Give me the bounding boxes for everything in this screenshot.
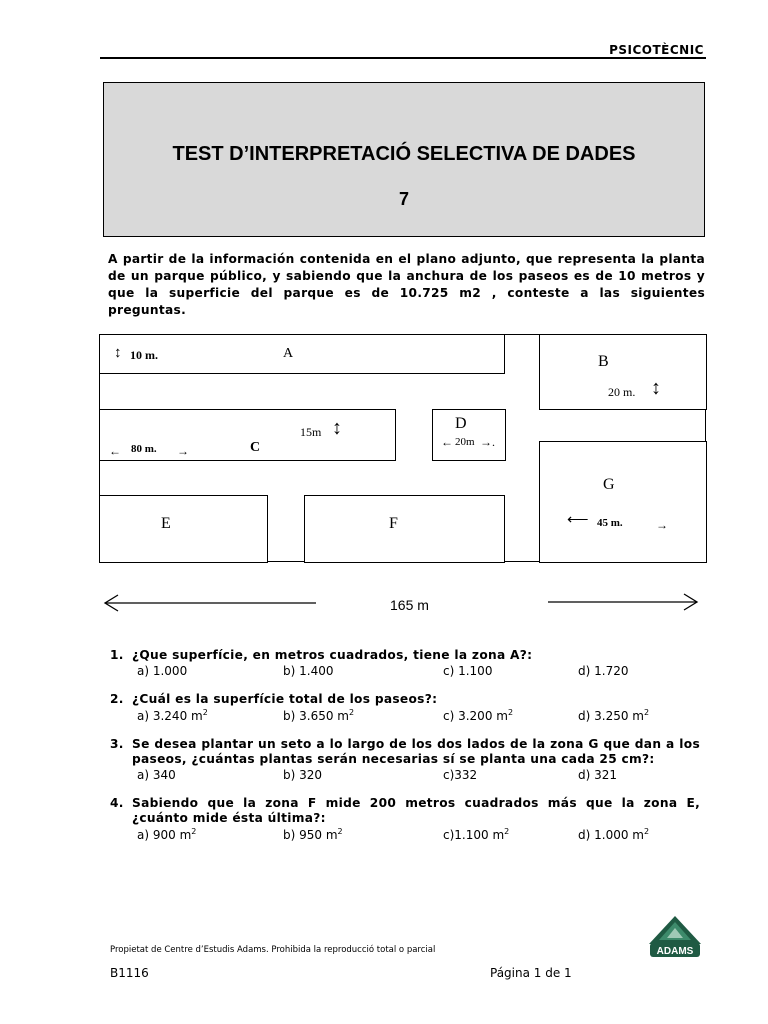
- superscript: 2: [504, 827, 510, 836]
- superscript: 2: [337, 827, 343, 836]
- zone-c-height-measure: 15m: [300, 425, 322, 439]
- zone-b: [539, 334, 707, 410]
- right-arrow-icon: →: [656, 518, 668, 532]
- total-width-label: 165 m: [390, 597, 429, 613]
- zone-g-letter: G: [603, 476, 615, 493]
- zone-g-measure: 45 m.: [597, 517, 623, 529]
- option-a: a) 340: [137, 768, 176, 782]
- zone-d: [432, 409, 506, 461]
- test-number: 7: [398, 189, 409, 209]
- zone-a-measure: 10 m.: [130, 348, 158, 362]
- vertical-arrow-icon: ↕: [332, 417, 342, 439]
- question-1: [110, 648, 700, 680]
- zone-f-letter: F: [389, 515, 398, 532]
- zone-g: [539, 441, 707, 563]
- question-text: Se desea plantar un seto a lo largo de los dos lados de la zona G que dan a los paseos, ¿cuántas plantas serán necesarias sí se planta una cada 25 cm?:: [132, 737, 700, 766]
- superscript: 2: [643, 827, 650, 836]
- zone-b-letter: B: [598, 353, 609, 370]
- zone-e-letter: E: [161, 515, 171, 532]
- title-box: [103, 82, 705, 237]
- park-map: [99, 334, 706, 562]
- zone-e: [99, 495, 268, 563]
- question-number: 4.: [110, 796, 124, 810]
- zone-c-letter: C: [250, 440, 261, 455]
- zone-f: [304, 495, 505, 563]
- zone-c-width-measure: 80 m.: [131, 443, 157, 455]
- option-c: c) 1.100: [443, 664, 493, 678]
- option-c: c) 3.200 m: [443, 709, 508, 723]
- superscript: 2: [507, 708, 514, 717]
- zone-c: [99, 409, 396, 461]
- intro-paragraph: A partir de la información contenida en el plano adjunto, que representa la planta de un parque público, y sabiendo que la anchura de los paseos es de 10 metros y que la superficie del parque es de 10.725 m2 , conteste a las siguientes preguntas.: [108, 252, 705, 317]
- zone-a-letter: A: [283, 346, 294, 361]
- option-b: b) 950 m: [283, 828, 338, 842]
- test-title: TEST D’INTERPRETACIÓ SELECTIVA DE DADES: [172, 143, 636, 165]
- left-arrow-icon: ←: [109, 444, 121, 458]
- option-a: a) 900 m: [137, 828, 192, 842]
- question-text: ¿Que superfície, en metros cuadrados, tiene la zona A?:: [132, 648, 533, 662]
- zone-b-measure: 20 m.: [608, 385, 636, 399]
- question-number: 2.: [110, 692, 124, 706]
- right-arrow-icon: →: [177, 444, 189, 458]
- question-3: [110, 737, 700, 784]
- option-d: d) 321: [578, 768, 618, 782]
- left-arrow-icon: ←: [441, 435, 453, 449]
- zone-d-letter: D: [455, 415, 467, 432]
- copyright-notice: Propietat de Centre d’Estudis Adams. Prohibida la reproducció total o parcial: [110, 945, 436, 955]
- question-text: ¿Cuál es la superfície total de los paseos?:: [132, 692, 438, 706]
- logo-text: ADAMS: [656, 946, 694, 957]
- question-number: 1.: [110, 648, 124, 662]
- option-c: c)1.100 m: [443, 828, 505, 842]
- document-code: B1116: [110, 966, 149, 980]
- vertical-arrow-icon: ↕: [114, 345, 122, 361]
- superscript: 2: [191, 827, 197, 836]
- superscript: 2: [643, 708, 650, 717]
- left-arrow-icon: ⟵: [567, 512, 589, 528]
- option-b: b) 3.650 m: [283, 709, 349, 723]
- question-2: [110, 692, 700, 724]
- page-number: Página 1 de 1: [490, 966, 572, 980]
- question-number: 3.: [110, 737, 124, 751]
- option-d: d) 3.250 m: [578, 709, 644, 723]
- zone-d-measure: 20m: [455, 436, 475, 448]
- question-text: Sabiendo que la zona F mide 200 metros cuadrados más que la zona E, ¿cuánto mide ésta última?:: [132, 796, 700, 825]
- adams-logo: [647, 914, 703, 960]
- option-d: d) 1.000 m: [578, 828, 644, 842]
- zone-a: [99, 334, 505, 374]
- right-arrow-icon: →.: [480, 435, 495, 449]
- question-4: [110, 796, 700, 843]
- superscript: 2: [348, 708, 355, 717]
- header-rule: [100, 57, 706, 59]
- option-a: a) 1.000: [137, 664, 188, 678]
- vertical-arrow-icon: ↕: [651, 377, 661, 399]
- option-b: b) 1.400: [283, 664, 334, 678]
- option-a: a) 3.240 m: [137, 709, 203, 723]
- option-d: d) 1.720: [578, 664, 629, 678]
- section-label: PSICOTÈCNIC: [609, 43, 704, 57]
- option-c: c)332: [443, 768, 478, 782]
- option-b: b) 320: [283, 768, 323, 782]
- superscript: 2: [202, 708, 208, 717]
